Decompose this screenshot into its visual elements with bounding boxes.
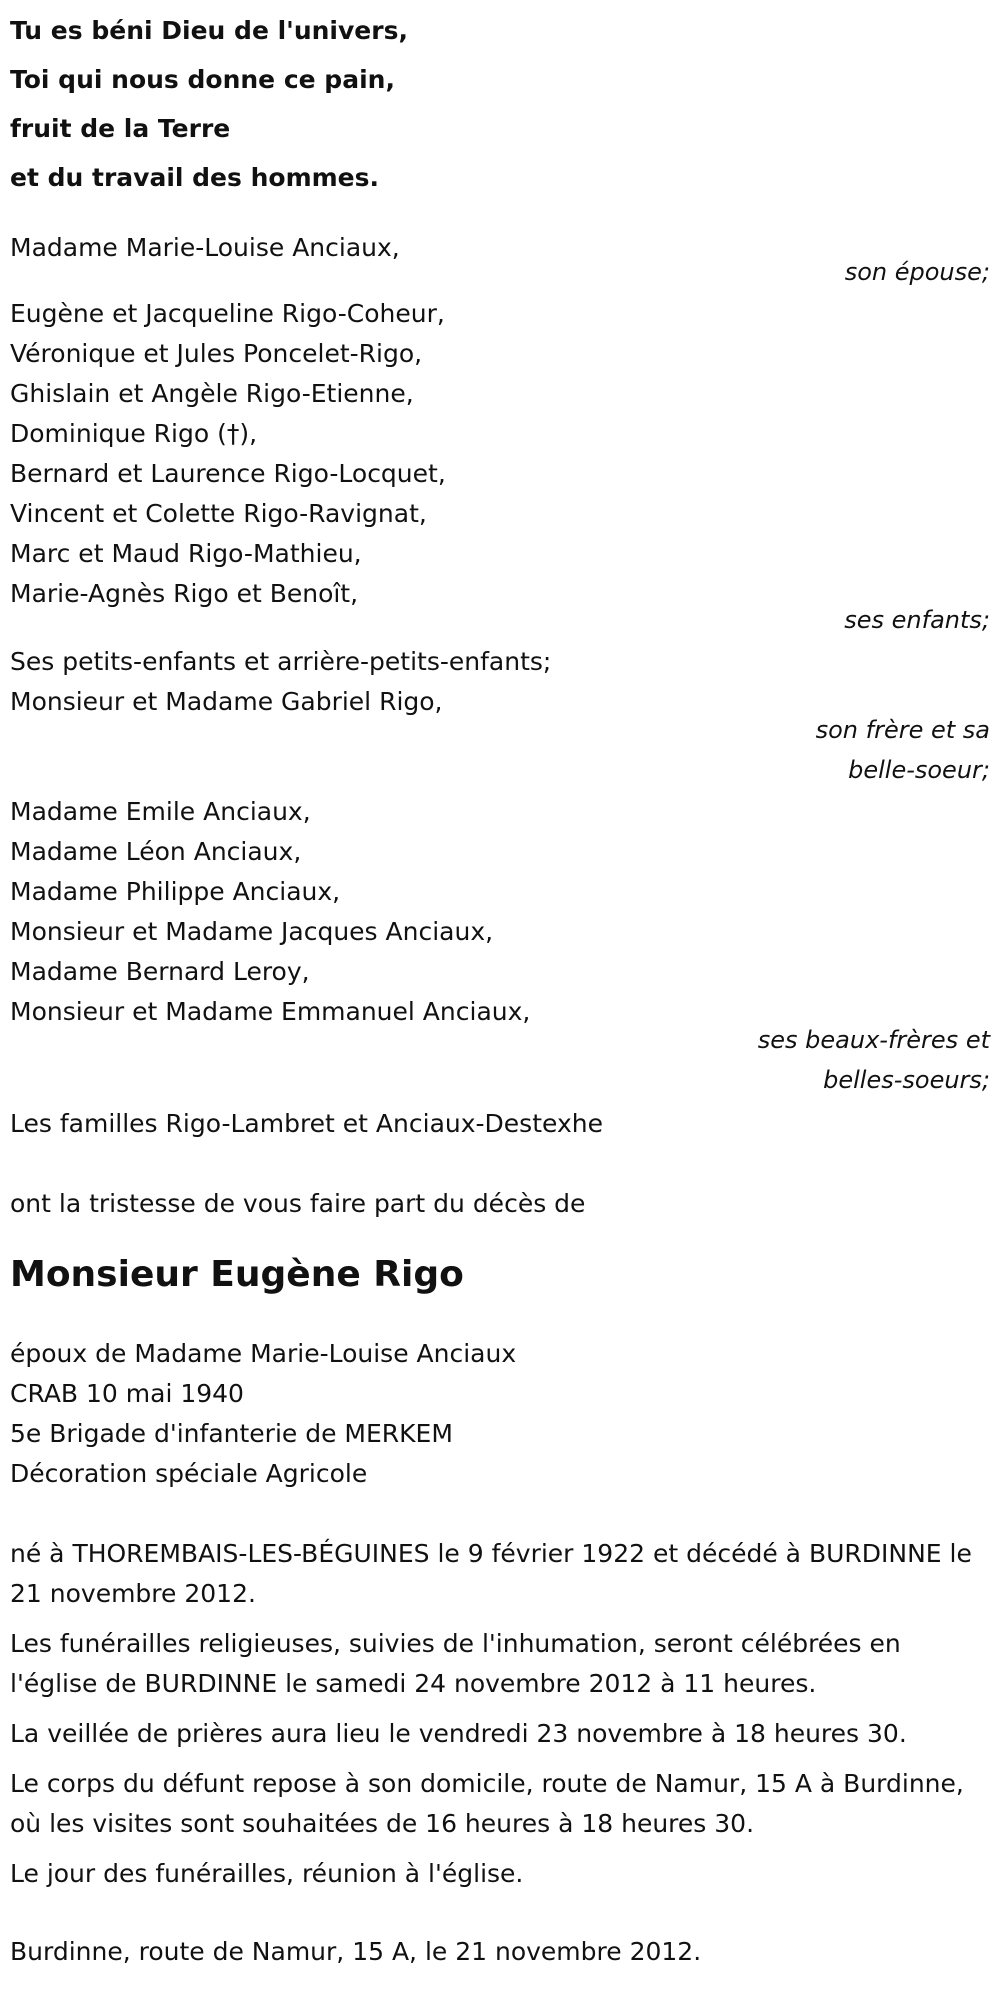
prayer-verse: [10, 6, 990, 202]
child-name: Véronique et Jules Poncelet-Rigo,: [10, 339, 423, 368]
verse-line: Tu es béni Dieu de l'univers,: [10, 16, 408, 45]
verse-line: et du travail des hommes.: [10, 163, 380, 192]
announcement-block: [10, 1184, 990, 1224]
spouse-name: Madame Marie-Louise Anciaux,: [10, 233, 400, 262]
info-paragraph: Les funérailles religieuses, suivies de l'inhumation, seront célébrées en l'église de BURDINNE le samedi 24 novembre 2012 à 11 heures.: [10, 1629, 901, 1698]
info-paragraph: né à THOREMBAIS-LES-BÉGUINES le 9 février 1922 et décédé à BURDINNE le 21 novembre 2012.: [10, 1539, 972, 1608]
in-laws-block: [10, 792, 990, 1100]
child-name: Marc et Maud Rigo-Mathieu,: [10, 539, 362, 568]
children-relation: ses enfants;: [844, 606, 990, 634]
in-laws-relation: belles-soeurs;: [823, 1066, 990, 1094]
spouse-block: [10, 228, 990, 292]
child-name: Marie-Agnès Rigo et Benoît,: [10, 579, 359, 608]
sibling-relation: belle-soeur;: [848, 756, 990, 784]
child-name: Bernard et Laurence Rigo-Locquet,: [10, 459, 446, 488]
grandchildren-block: [10, 642, 990, 682]
in-laws-relation: ses beaux-frères et: [757, 1026, 990, 1054]
in-law-name: Madame Bernard Leroy,: [10, 957, 310, 986]
in-law-name: Madame Philippe Anciaux,: [10, 877, 341, 906]
spouse-relation: son épouse;: [844, 258, 990, 286]
child-name: Dominique Rigo (†),: [10, 419, 258, 448]
closing-line: Burdinne, route de Namur, 15 A, le 21 novembre 2012.: [10, 1937, 702, 1966]
info-paragraph: La veillée de prières aura lieu le vendredi 23 novembre à 18 heures 30.: [10, 1719, 907, 1748]
closing-block: [10, 1932, 990, 1972]
detail-line: CRAB 10 mai 1940: [10, 1379, 244, 1408]
info-paragraph: Le corps du défunt repose à son domicile, route de Namur, 15 A à Burdinne, où les visites sont souhaitées de 16 heures à 18 heures 30.: [10, 1769, 964, 1838]
child-name: Ghislain et Angèle Rigo-Etienne,: [10, 379, 414, 408]
sibling-name: Monsieur et Madame Gabriel Rigo,: [10, 687, 443, 716]
verse-line: Toi qui nous donne ce pain,: [10, 65, 395, 94]
in-law-name: Madame Léon Anciaux,: [10, 837, 302, 866]
deceased-name: Monsieur Eugène Rigo: [10, 1254, 464, 1295]
grandchildren-line: Ses petits-enfants et arrière-petits-enfants;: [10, 647, 552, 676]
in-law-name: Monsieur et Madame Jacques Anciaux,: [10, 917, 494, 946]
detail-line: époux de Madame Marie-Louise Anciaux: [10, 1339, 517, 1368]
announcement-line: ont la tristesse de vous faire part du décès de: [10, 1189, 586, 1218]
families-block: [10, 1104, 990, 1144]
children-block: [10, 294, 990, 640]
families-line: Les familles Rigo-Lambret et Anciaux-Destexhe: [10, 1109, 603, 1138]
in-law-name: Madame Emile Anciaux,: [10, 797, 311, 826]
detail-line: 5e Brigade d'infanterie de MERKEM: [10, 1419, 453, 1448]
sibling-block: [10, 682, 990, 790]
child-name: Eugène et Jacqueline Rigo-Coheur,: [10, 299, 445, 328]
obituary-page: [0, 6, 1000, 1992]
child-name: Vincent et Colette Rigo-Ravignat,: [10, 499, 427, 528]
detail-line: Décoration spéciale Agricole: [10, 1459, 368, 1488]
funeral-info: [10, 1534, 990, 1894]
in-law-name: Monsieur et Madame Emmanuel Anciaux,: [10, 997, 531, 1026]
verse-line: fruit de la Terre: [10, 114, 231, 143]
info-paragraph: Le jour des funérailles, réunion à l'église.: [10, 1859, 524, 1888]
deceased-details: [10, 1334, 990, 1494]
sibling-relation: son frère et sa: [815, 716, 990, 744]
